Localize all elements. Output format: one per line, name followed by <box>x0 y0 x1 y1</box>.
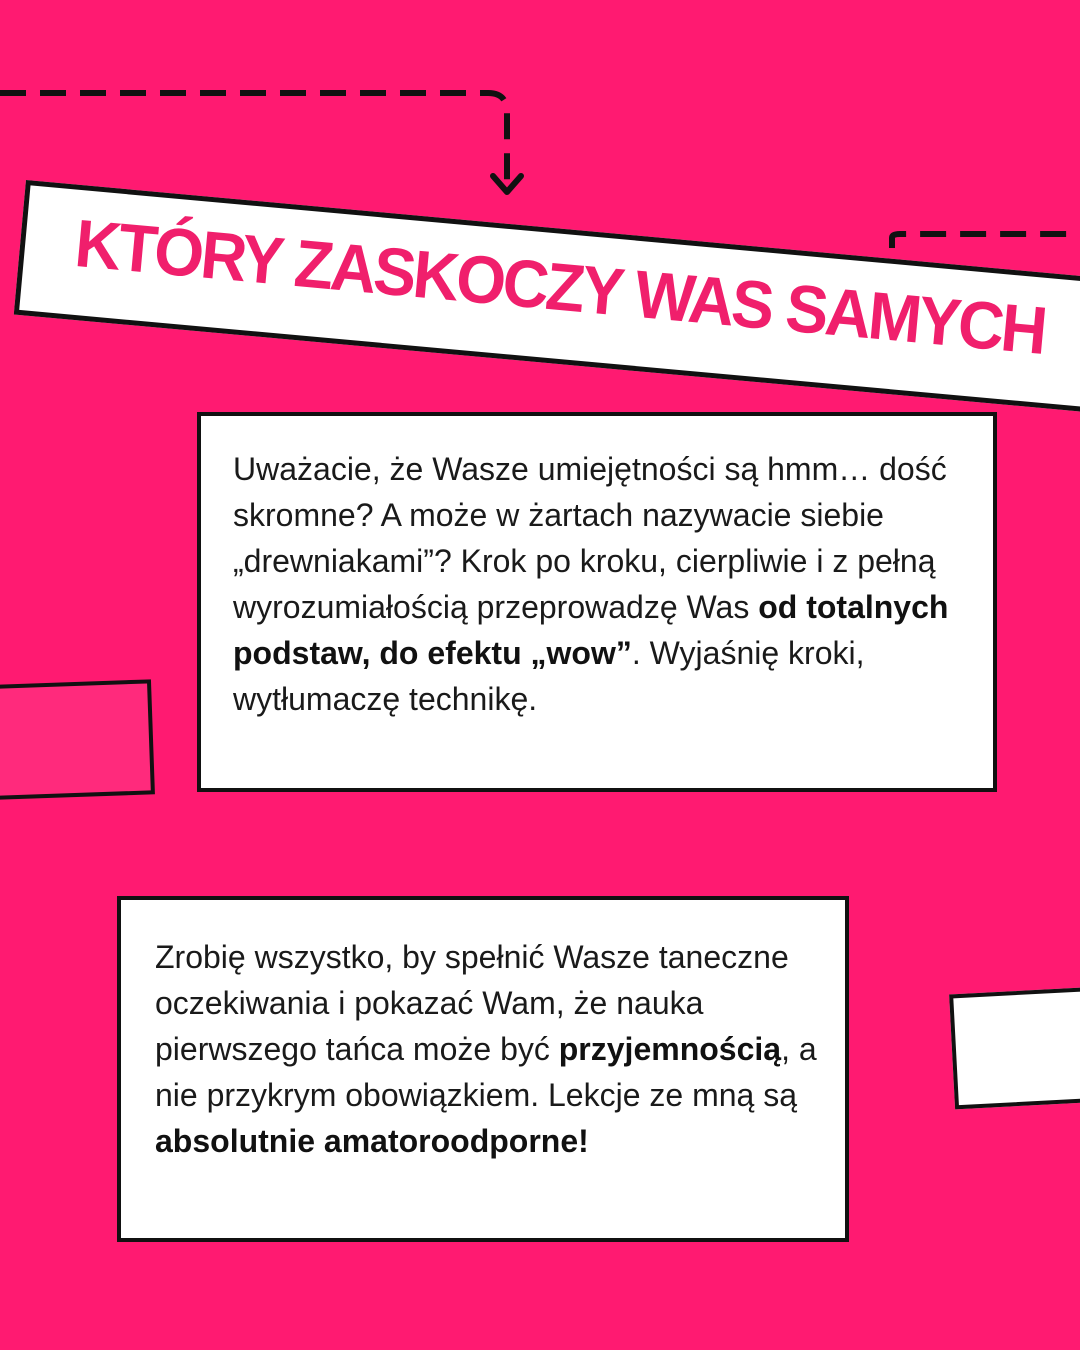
card1-text-2: . Wyjaśnię kroki, wytłumaczę technikę. <box>233 635 865 717</box>
card2-text-2: , a nie przykrym obowiązkiem. Lekcje ze mną są <box>155 1031 817 1113</box>
text-card-1 <box>197 412 997 792</box>
card2-paragraph <box>155 934 825 1164</box>
banner-title: KTÓRY ZASKOCZY WAS SAMYCH <box>72 205 1048 369</box>
decorative-box-left <box>0 679 155 801</box>
card1-text-1: Uważacie, że Wasze umiejętności są hmm… dość skromne? A może w żartach nazywacie siebie „drewniakami”? Krok po kroku, cierpliwie i z pełną wyrozumiałością przeprowadzę Was <box>233 451 947 625</box>
card1-paragraph <box>233 446 963 722</box>
card1-bold-1: od totalnych podstaw, do efektu „wow” <box>233 589 949 671</box>
dashed-arrow-line <box>0 93 507 188</box>
decorative-box-right <box>949 986 1080 1110</box>
card2-bold-1: przyjemnością <box>558 1031 782 1067</box>
dashed-corner-line <box>892 234 1080 248</box>
card2-bold-2: absolutnie amatoroodporne! <box>155 1123 589 1159</box>
card2-text-1: Zrobię wszystko, by spełnić Wasze taneczne oczekiwania i pokazać Wam, że nauka pierwszego tańca może być <box>155 939 789 1067</box>
text-card-2 <box>117 896 849 1242</box>
